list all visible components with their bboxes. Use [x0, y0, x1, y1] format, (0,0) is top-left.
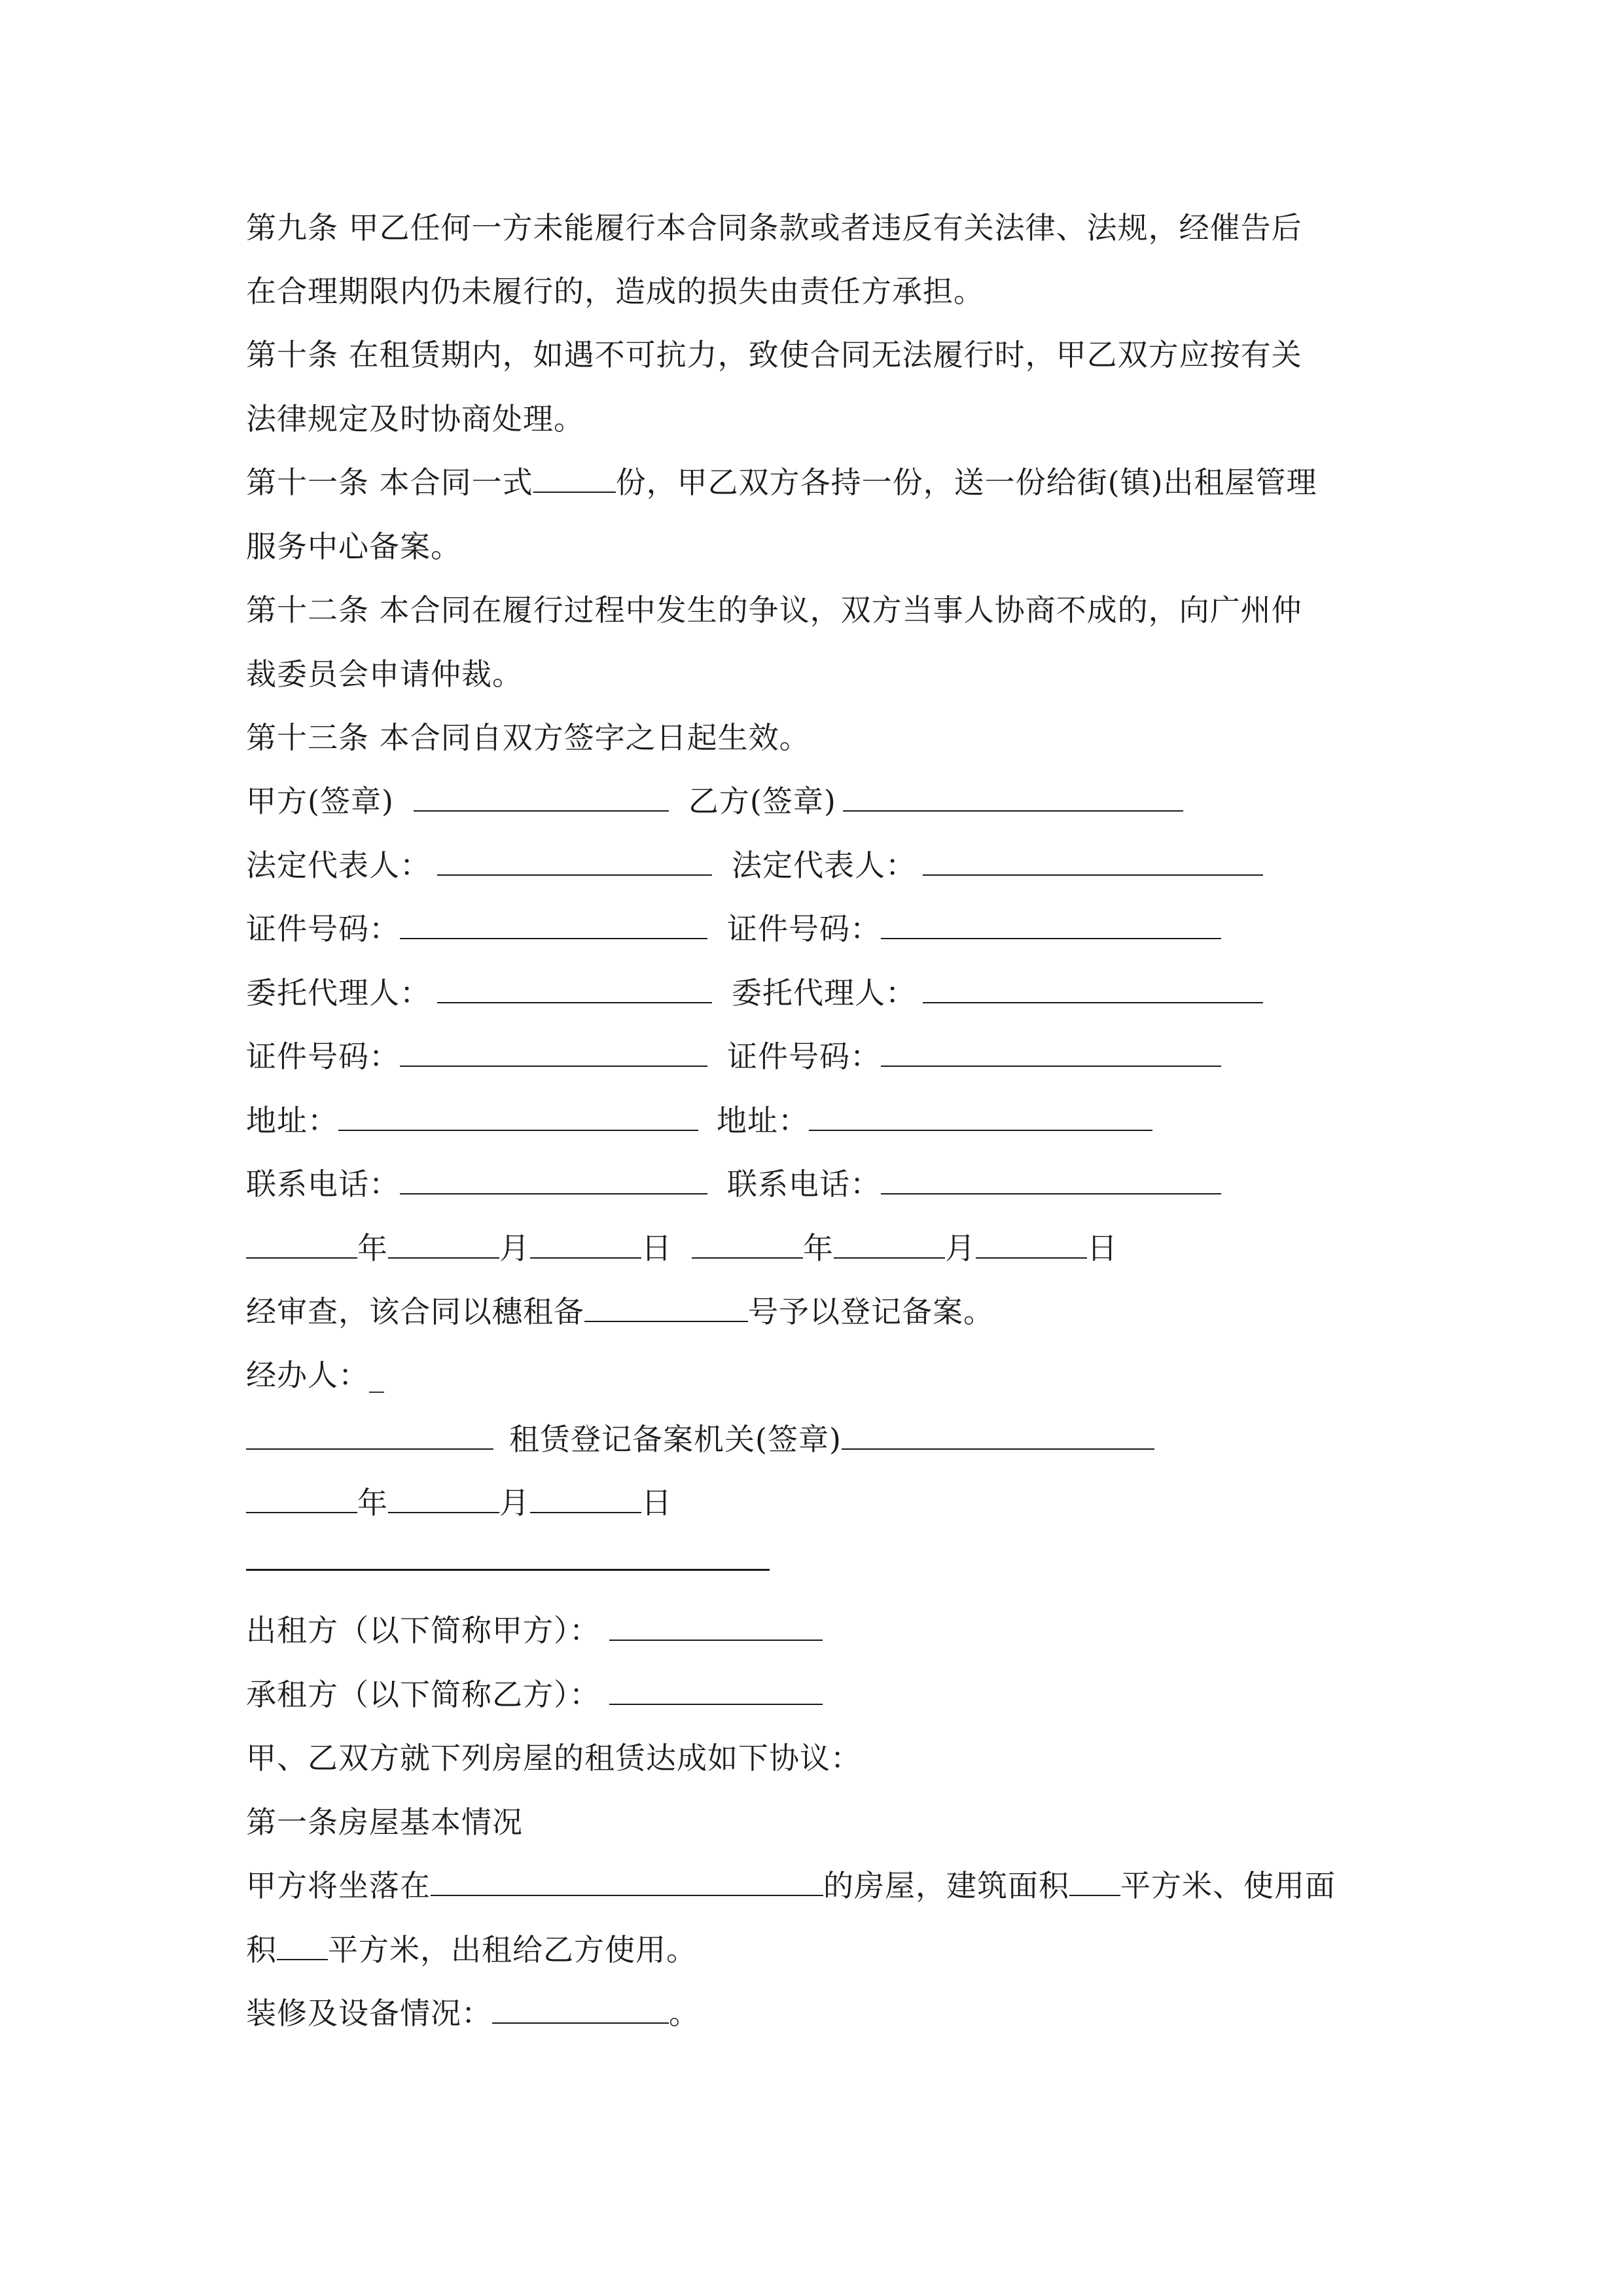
fitout-end: 。 [669, 1996, 700, 2031]
id-row-1 [246, 909, 1378, 948]
handler-sign-blank [246, 1422, 493, 1450]
article-11-prefix: 第十一条 本合同一式 [246, 465, 533, 500]
party-a-agent-id-blank [400, 1039, 707, 1067]
party-b-address-blank [809, 1103, 1152, 1131]
review-suffix: 号予以登记备案。 [748, 1294, 994, 1329]
party-b-month-blank [834, 1231, 945, 1259]
date-row-registry [246, 1483, 1378, 1522]
party-a-agent-id-label: 证件号码： [246, 1039, 400, 1074]
review-row [246, 1292, 1378, 1331]
article-10-line-1: 第十条 在租赁期内，如遇不可抗力，致使合同无法履行时，甲乙双方应按有关 [246, 337, 1302, 372]
date-row-signing [246, 1229, 1378, 1268]
party-a-month-blank [388, 1231, 499, 1259]
party-a-sign-label: 甲方(签章) [246, 783, 394, 819]
article-11-suffix: 份，甲乙双方各持一份，送一份给街(镇)出租屋管理 [615, 465, 1317, 500]
month-label: 月 [499, 1485, 530, 1520]
lessor-blank [609, 1613, 823, 1641]
fitout-blank [492, 1996, 669, 2024]
agreement-intro: 甲、乙双方就下列房屋的租赁达成如下协议： [246, 1740, 861, 1776]
lessee-label: 承租方（以下简称乙方）： [246, 1677, 600, 1712]
article-10-line-2: 法律规定及时协商处理。 [246, 401, 584, 437]
article-12-line-2: 裁委员会申请仲裁。 [246, 656, 523, 692]
month-label: 月 [945, 1230, 976, 1266]
registry-row [246, 1420, 1378, 1459]
article-11-line-1 [246, 463, 1378, 502]
legal-rep-row [246, 846, 1378, 885]
property-location-blank [431, 1869, 823, 1896]
separator-row [246, 1547, 1378, 1587]
article-1-line-2-suffix: 平方米，出租给乙方使用。 [328, 1932, 697, 1967]
fitout-row [246, 1994, 1378, 2033]
party-a-legal-rep-label: 法定代表人： [246, 848, 431, 883]
phone-row [246, 1164, 1378, 1204]
handler-row: 经办人：_ [246, 1357, 385, 1393]
party-b-legal-rep-label: 法定代表人： [732, 848, 916, 883]
party-b-id-blank [881, 912, 1221, 939]
article-9-line-1: 第九条 甲乙任何一方未能履行本合同条款或者违反有关法律、法规，经催告后 [246, 210, 1302, 245]
day-label: 日 [641, 1230, 672, 1266]
fitout-label: 装修及设备情况： [246, 1996, 492, 2031]
article-1-line-2-prefix: 积 [246, 1932, 277, 1967]
lessee-row [246, 1675, 1378, 1714]
article-1-line-2 [246, 1930, 1378, 1969]
lessee-blank [609, 1677, 823, 1705]
section-divider [246, 1569, 770, 1571]
article-12-line-1: 第十二条 本合同在履行过程中发生的争议，双方当事人协商不成的，向广州仲 [246, 592, 1302, 628]
party-a-legal-rep-blank [437, 848, 712, 876]
day-label: 日 [641, 1485, 672, 1520]
article-1-suffix: 平方米、使用面 [1120, 1868, 1336, 1903]
party-a-year-blank [246, 1231, 357, 1259]
day-label: 日 [1087, 1230, 1118, 1266]
usable-area-blank [277, 1933, 328, 1960]
review-prefix: 经审查，该合同以穗租备 [246, 1294, 584, 1329]
party-a-id-blank [400, 912, 707, 939]
lessor-row [246, 1611, 1378, 1650]
copies-blank [533, 465, 616, 493]
registry-year-blank [246, 1486, 357, 1513]
party-a-sign-blank [414, 784, 669, 812]
registry-label: 租赁登记备案机关(签章) [509, 1422, 842, 1457]
party-a-address-label: 地址： [246, 1103, 338, 1138]
article-9-line-2: 在合理期限内仍未履行的，造成的损失由责任方承担。 [246, 274, 984, 309]
registry-day-blank [530, 1486, 641, 1513]
signature-row [246, 781, 1378, 821]
registration-number-blank [584, 1295, 748, 1322]
address-row [246, 1101, 1378, 1140]
lessor-label: 出租方（以下简称甲方）： [246, 1613, 600, 1648]
agent-row [246, 973, 1378, 1013]
party-b-sign-blank [843, 784, 1183, 812]
article-11-line-2: 服务中心备案。 [246, 529, 461, 564]
article-1-line-1 [246, 1866, 1378, 1905]
article-1-prefix: 甲方将坐落在 [246, 1868, 431, 1903]
party-b-legal-rep-blank [923, 848, 1263, 876]
registry-sign-blank [842, 1422, 1154, 1450]
year-label: 年 [803, 1230, 834, 1266]
year-label: 年 [357, 1485, 388, 1520]
party-b-sign-label: 乙方(签章) [688, 783, 836, 819]
party-a-address-blank [338, 1103, 698, 1131]
party-a-phone-blank [400, 1167, 707, 1194]
month-label: 月 [499, 1230, 530, 1266]
party-b-year-blank [692, 1231, 803, 1259]
party-a-id-label: 证件号码： [246, 911, 400, 946]
party-a-agent-label: 委托代理人： [246, 975, 431, 1011]
party-b-agent-id-blank [881, 1039, 1221, 1067]
party-b-agent-blank [923, 976, 1263, 1003]
party-b-address-label: 地址： [717, 1103, 809, 1138]
party-a-phone-label: 联系电话： [246, 1166, 400, 1202]
article-13: 第十三条 本合同自双方签字之日起生效。 [246, 720, 810, 755]
party-b-id-label: 证件号码： [727, 911, 881, 946]
year-label: 年 [357, 1230, 388, 1266]
party-b-phone-blank [881, 1167, 1221, 1194]
party-a-agent-blank [437, 976, 712, 1003]
party-b-agent-label: 委托代理人： [732, 975, 916, 1011]
party-b-day-blank [976, 1231, 1087, 1259]
article-1-title: 第一条房屋基本情况 [246, 1804, 523, 1840]
building-area-blank [1069, 1869, 1120, 1896]
article-1-middle: 的房屋，建筑面积 [823, 1868, 1069, 1903]
party-b-agent-id-label: 证件号码： [727, 1039, 881, 1074]
id-row-2 [246, 1037, 1378, 1076]
party-b-phone-label: 联系电话： [727, 1166, 881, 1202]
party-a-day-blank [530, 1231, 641, 1259]
registry-month-blank [388, 1486, 499, 1513]
